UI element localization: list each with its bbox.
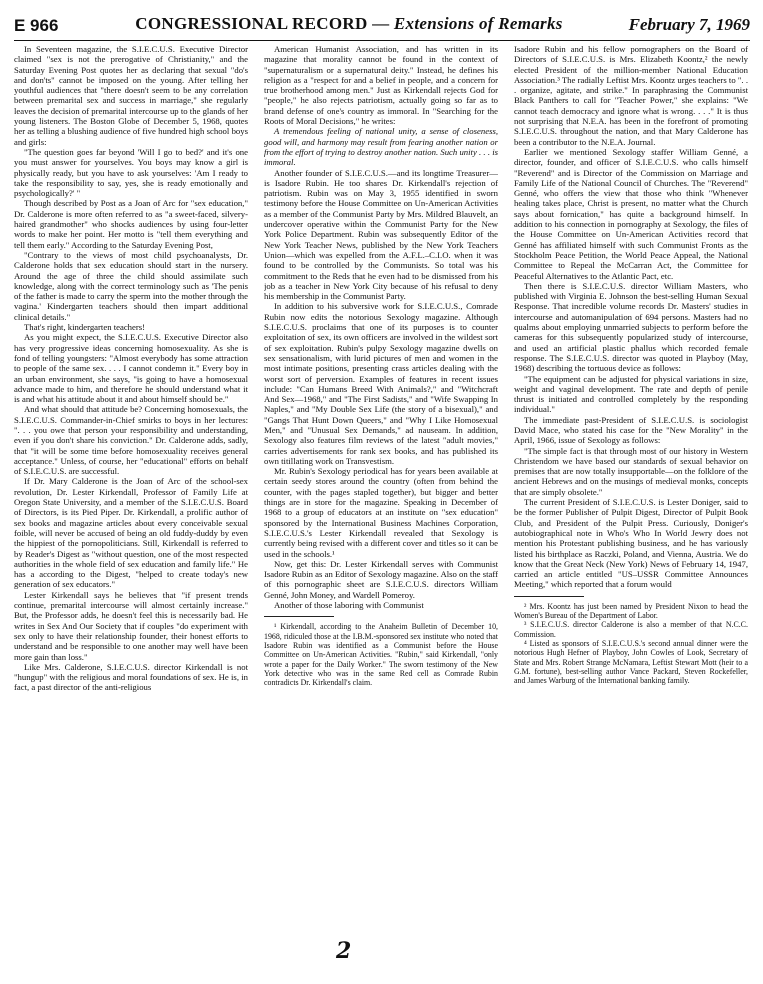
paragraph: If Dr. Mary Calderone is the Joan of Arc of the school-sex revolution, Dr. Lester Kirkendall, Professor of Family Life at Oregon State University, and a member of the S.I.E.C.U.S. Board of Directors, is its Pied Piper. Dr. Kirkendall, a prolific author of sex books and magazine articles about every conceivable sexual foible, will never be accused of being an old fuddy-duddy by even the hippiest of the pornopoliticians. Still, Kirkendall is referred to by Reader's Digest as "without question, one of the most respected authorities in the whole field of sex education and family life." He has a according to the Digest, "helped to create today's new generation of sex educators." — [14, 476, 248, 590]
paragraph: Lester Kirkendall says he believes that "if present trends continue, premarital intercourse will almost certainly increase." But, the Professor adds, he doesn't feel this is necessarily bad. He writes in Sex And Our Society that if couples "do experiment with sex only to have their relationship founder, their honest efforts to understand and be responsible to one another may well have been more gain than loss." — [14, 589, 248, 662]
section-title: Extensions of Remarks — [393, 14, 563, 33]
paragraph: In Seventeen magazine, the S.I.E.C.U.S. Executive Director claimed "sex is not the prerogative of Christianity," and the Saturday Evening Post quotes her as declaring that sexual "do's and don'ts" cannot be imposed on the young. After telling her youthful audiences that "there doesn't seem to be any correlation between premarital sex and success in marriage," she regularly leaves the decision of premarital intercourse up to the glands of her young listeners. The Boston Globe of December 5, 1968, quotes her as telling a blushing audience of five hundred high school boys and girls: — [14, 44, 248, 147]
paragraph: "Contrary to the views of most child psychoanalysts, Dr. Calderone holds that sex education should start in the nursery. Around the age of three the child should assimilate such knowledge, along with the correct terminology such as 'The penis of the father is made to carry the sperm into the mother through the vagina.' Kindergarten teachers should then impart additional clinical details." — [14, 249, 248, 322]
paragraph: That's right, kindergarten teachers! — [24, 322, 146, 333]
paragraph: Mr. Rubin's Sexology periodical has for years been available at certain seedy stores around the country (often from behind the counter, with the pages stapled together), but bigger and better things are in store for the magazine. Speaking in December of 1968 to a group of educators at an institute on "sex education" sponsored by the International Business Machines Corporation, S.I.E.C.U.S.'s Lester Kirkendall revealed that Sexology is currently being revised with a different cover and titles so it can be used in the schools.¹ — [264, 466, 498, 559]
paragraph: American Humanist Association, and has written in its magazine that morality cannot be found in the context of "supernaturalism or a supernatural deity." Instead, he defines his religion as a "respect for and a belief in people, and a concern for true brotherhood among men." Just as Kirkendall rejects God for "people," he also rejects patriotism, actually going so far as to brand defense of one's country as immoral. In "Searching for the Roots of Moral Decisions," he writes: — [264, 44, 498, 127]
paragraph: And what should that attitude be? Concerning homosexuals, the S.I.E.C.U.S. Commander-in-Chief smirks to boys in her lectures: ". . . you owe that person your responsibility and understanding, even if you don't share his conviction." Dr. Calderone adds, sadly, that "it will be some time before homosexuality receives general acceptance." Unless, of course, her "educational" efforts on behalf of S.I.E.C.U.S. are successful. — [14, 404, 248, 477]
paragraph: In addition to his subversive work for S.I.E.C.U.S., Comrade Rubin now edits the notorious Sexology magazine. Although S.I.E.C.U.S. proclaims that one of its purposes is to counter exploitation of sex, its own officers are involved in the wildest sort of sex exploitation. Rubin's pulpy Sexology magazine dwells on sex sensationalism, with lurid pictures of men and women in the most intimate positions, presenting crass articles dealing with the worst sort of perversion. Examples of features in recent issues include: "Can Humans Breed With Animals?," and "Witchcraft And Sex—1968," and "The First Sadists," and "Wife Swapping In Naples," and "My Double Sex Life (the story of a bisexual)," and "Gangs That Hunt Down Queers," and "Why I Like Homosexual Men," and "Unusual Sex Demands," ad nauseam. In addition, Sexology also features film reviews of the latest "adult movies," carries advertisements for rank sex books, and has published its own titillating work on Transvestism. — [264, 301, 498, 466]
paragraph: Isadore Rubin and his fellow pornographers on the Board of Directors of S.I.E.C.U.S. is Mrs. Elizabeth Koontz,² the newly elected President of the million-member National Education Association.³ The radially Leftist Mrs. Koontz urges teachers to ". . . organize, agitate, and strike." In paraphrasing the Communist Black Panthers to call for "Teacher Power," she explains: "We cannot teach democracy and ignore what is wrong. . . ." It is thus not surprising that N.E.A. has been in the forefront of promoting S.I.E.C.U.S. throughout the nation, and that Mary Calderone has been a contributor to the N.E.A. Journal. — [514, 44, 748, 147]
publication-title: CONGRESSIONAL RECORD — — [135, 14, 394, 33]
block-quote: A tremendous feeling of national unity, a sense of closeness, good will, and harmony may result from fearing another nation or from the effort of trying to destroy another nation. Such unity . . . is immoral. — [264, 126, 498, 168]
footnote-divider — [514, 596, 584, 597]
paragraph: The immediate past-President of S.I.E.C.U.S. is sociologist David Mace, who stated his case for the "New Morality" in the April, 1966, issue of Sexology as follows: — [514, 414, 748, 446]
running-title — [114, 14, 584, 34]
paragraph: Earlier we mentioned Sexology staffer William Genné, a director, founder, and officer of S.I.E.C.U.S. who calls himself "Reverend" and is Director of the Commission on Marriage and Family Life of the National Council of Churches. The "Reverend" Genné, who offers the view that those who think "Whenever healing takes place, Christ is present, no matter what the Church says about fornication," has quite a background himself. In addition to his connection in pornography at Sexology, the files of the House Committee on Un-American Activities record that Genné has affiliated himself with such Communist Fronts as the Stockholm Peace Petition, the World Peace Appeal, the National Committee to Repeal the McCarran Act, the Committee for Peaceful Alternatives to the Atlantic Pact, etc. — [514, 146, 748, 281]
footnote-divider — [264, 616, 334, 617]
paragraph: Like Mrs. Calderone, S.I.E.C.U.S. director Kirkendall is not "hungup" with the religious and moral foundations of sex. He is, in fact, a past director of the anti-religious — [14, 661, 248, 693]
text-column-2 — [264, 44, 498, 939]
footnote: ² Mrs. Koontz has just been named by President Nixon to head the Women's Bureau of the Department of Labor. — [514, 601, 748, 621]
page-header — [14, 14, 750, 41]
footnote: ¹ Kirkendall, according to the Anaheim Bulletin of December 10, 1968, ridiculed those at the I.B.M.-sponsored sex institute who noted that Isadore Rubin was identified as a Communist before the House Committee on Un-American Activities. "Rubin," said Kirkendall, "only wrote a paper for the Daily Worker." The sworn testimony of the New York detective who was in the same Red cell as Comrade Rubin contradicts Dr. Kirkendall's claim. — [264, 622, 498, 688]
paragraph: Another of those laboring with Communist — [274, 600, 424, 611]
paragraph: Then there is S.I.E.C.U.S. director William Masters, who published with Virginia E. Johnson the best-selling Human Sexual Response. That incredible volume records Dr. Masters' studies in intercourse and automanipulation of 694 persons. Masters had no qualms about employing unmarried subjects to perform before the cameras for this subsequently popularized study of intercourse, and used an artificial plastic phallus which recorded female response. The S.I.E.C.U.S. director was quoted in Playboy (May, 1968) describing the tortuous device as follows: — [514, 280, 748, 374]
text-column-3 — [514, 44, 748, 939]
handwritten-page-mark: 2 — [336, 938, 352, 964]
paragraph: "The simple fact is that through most of our history in Western Christendom we have based our standards of sexual behavior on premises that are now totally insupportable—on the folklore of the ancient Hebrews and on the musings of medieval monks, concepts that are simply obsolete." — [514, 445, 748, 497]
paragraph: Though described by Post as a Joan of Arc for "sex education," Dr. Calderone is more often referred to as "a sweet-faced, silvery-haired grandmother" who shocks audiences by using four-letter words to make her point. Her motto is "tell them everything and tell them early." According to the Saturday Evening Post, — [14, 198, 248, 250]
text-column-1 — [14, 44, 248, 939]
paragraph: Another founder of S.I.E.C.U.S.—and its longtime Treasurer—is Isadore Rubin. He too shares Dr. Kirkendall's rejection of patriotism. Rubin was on May 3, 1955 identified in sworn testimony before the House Committee on Un-American Activities as a member of the Communist Party by Mrs. Mildred Blauvelt, an undercover operative within the Communist Party for the New York Police Department. Rubin was subsequently Editor of the New York Teacher News, published by the New York Teachers Union—which was expelled from the A.F.L.–C.I.O. when it was found to be controlled by the Communists. So total was his commitment to the Reds that he even had to be dismissed from his job as a teacher in New York City because of his refusal to deny his membership in the Communist Party. — [264, 167, 498, 302]
paragraph: "The question goes far beyond 'Will I go to bed?' and it's one you must answer for yourselves. You boys may know a girl is physically ready, but you have to ask yourselves: 'Am I ready to take the responsibility to say, yes, she is ready emotionally and psychologically?' " — [14, 146, 248, 199]
paragraph: Now, get this: Dr. Lester Kirkendall serves with Communist Isadore Rubin as an Editor of Sexology magazine. Also on the staff of this pornographic sheet are S.I.E.C.U.S. directors William Genné, John Money, and Wardell Pomeroy. — [264, 558, 498, 600]
paragraph: The current President of S.I.E.C.U.S. is Lester Doniger, said to be the former Publisher of Pulpit Digest, Director of Pulpit Book Club, and President of the Pulpit Press. Curiously, Doniger's autobiographical note in Who's Who In World Jewry does not mention his Protestant publishing business, and he has variously listed his birthplace as Raczki, Poland, and Vienna, Austria. We do know that the Great Neck (New York) News of February 14, 1947, carried an article entitled "US–USSR Committee Announces Meeting," which reported that a forum would — [514, 497, 748, 590]
page-number: E 966 — [14, 16, 59, 35]
footnote: ³ S.I.E.C.U.S. director Calderone is also a member of that N.C.C. Commission. — [514, 620, 748, 639]
paragraph: As you might expect, the S.I.E.C.U.S. Executive Director also has very progressive ideas concerning homosexuality. As she is fond of telling youngsters: "Almost everybody has some attraction to people of the same sex. . . . I cannot condemn it." Every boy in an urban environment, she says, "is going to have a homosexual advance made to him, and therefore he should understand what it is and what his attitude about it and about himself should be." — [14, 332, 248, 405]
paragraph: "The equipment can be adjusted for physical variations in size, weight and vaginal development. The rate and depth of penile thrust is initiated and controlled completely by the responding individual." — [514, 373, 748, 415]
issue-date: February 7, 1969 — [628, 15, 750, 34]
footnote: ⁴ Listed as sponsors of S.I.E.C.U.S.'s second annual dinner were the notorious Hugh Hefner of Playboy, John Cowles of Look, Secretary of State and Mrs. Robert Strange McNamara, Leftist Stewart Mott (heir to a G.M. fortune), best-selling author Vance Packard, Steven Rockefeller, and James Warburg of the International banking family. — [514, 638, 748, 686]
